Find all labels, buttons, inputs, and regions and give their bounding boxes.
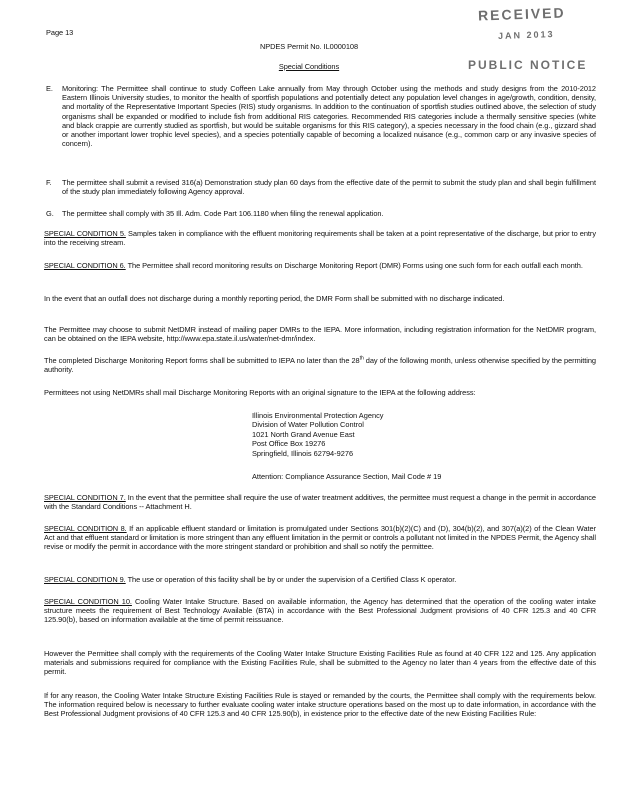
sc6-mail-instructions: Permittees not using NetDMRs shall mail Discharge Monitoring Reports with an original signature to the IEPA at the following address: [44,388,476,397]
sc9-text: The use or operation of this facility shall be by or under the supervision of a Certified Class K operator. [127,575,457,584]
page-number: Page 13 [46,28,74,37]
sc6-netdmr: The Permittee may choose to submit NetDMR instead of mailing paper DMRs to the IEPA. More information, including registration information for the NetDMR program, can be obtained on the IEPA website, http://www.epa.state.il.us/water/net-dmr/index. [44,325,596,344]
item-f-text: The permittee shall submit a revised 316(a) Demonstration study plan 60 days from the effective date of the permit to submit the study plan and shall begin fulfillment of the study plan immediately following Agency approval. [62,178,596,197]
item-g-text: The permittee shall comply with 35 Ill. Adm. Code Part 106.1180 when filing the renewal application. [62,209,384,218]
sc5-text: Samples taken in compliance with the effluent monitoring requirements shall be taken at a point representative of the discharge, but prior to entry into the receiving stream. [44,229,596,248]
sc6-due-date-sup: th [359,355,364,362]
address-line-5: Springfield, Illinois 62794-9276 [252,449,354,458]
sc7-label: SPECIAL CONDITION 7. [44,493,126,502]
address-line-4: Post Office Box 19276 [252,439,326,448]
address-attention: Attention: Compliance Assurance Section, Mail Code # 19 [252,472,442,481]
sc6-due-date-a: The completed Discharge Monitoring Report forms shall be submitted to IEPA no later than the 28 [44,356,360,365]
sc10-text: Cooling Water Intake Structure. Based on available information, the Agency has determined that the operation of the cooling water intake structure meets the requirement of Best Technology Available (BTA) in accordance with the Best Professional Judgment provisions of 40 CFR 125.3 and 40 CFR 125.90(b), based on information available at the time of permit reissuance. [44,597,596,625]
item-e-text: Monitoring: The Permittee shall continue to study Coffeen Lake annually from May through October using the methods and study designs from the 2010-2012 Eastern Illinois University studies, to monitor the health of sportfish populations and potentially detect any population level changes in age/growth, condition, density, and mortality of the Representative Important Species (RIS) study organisms. In addition to the continuation of sportfish studies outlined above, the selection of study organisms shall be expanded or modified to include fish from additional RIS categories. Recommended RIS categories include a thermally sensitive species (white and black crappie are currently studied as sportfish, but would be suitable organisms for this RIS category), a species necessary in the food chain (e.g., gizzard shad or another important lower trophic level species), and a species potentially capable of becoming a localized nuisance (e.g., common carp or any invasive species of concern). [62,84,596,149]
special-condition-5 [44,229,596,247]
permit-number: NPDES Permit No. IL0000108 [259,42,359,51]
sc8-label: SPECIAL CONDITION 8. [44,524,127,533]
sc6-due-date-b: day of the following month, unless otherwise specified by the permitting authority. [44,356,596,375]
public-notice-stamp: PUBLIC NOTICE [468,58,588,72]
address-line-2: Division of Water Pollution Control [252,420,364,429]
sc6-due-date [44,356,596,374]
sc10-stay-remand: If for any reason, the Cooling Water Intake Structure Existing Facilities Rule is stayed or remanded by the courts, the Permittee shall comply with the requirements below. The information required below is necessary to further evaluate cooling water intake structure operations based on the most up to date information, in accordance with the Best Professional Judgment provisions of 40 CFR 125.3 and 40 CFR 125.90(b), in existence prior to the effective date of the new Existing Facilities Rule: [44,691,596,719]
sc10-label: SPECIAL CONDITION 10. [44,597,132,606]
sc6-text: The Permittee shall record monitoring results on Discharge Monitoring Report (DMR) Forms using one such form for each outfall each month. [127,261,583,270]
item-f-letter: F. [46,178,52,187]
special-condition-6 [44,261,596,270]
section-title: Special Conditions [278,62,340,71]
sc6-no-discharge: In the event that an outfall does not discharge during a monthly reporting period, the DMR Form shall be submitted with no discharge indicated. [44,294,505,303]
special-condition-10 [44,597,596,625]
special-condition-8 [44,524,596,552]
special-condition-7 [44,493,596,511]
sc8-text: If an applicable effluent standard or limitation is promulgated under Sections 301(b)(2)(C) and (D), 304(b)(2), and 307(a)(2) of the Clean Water Act and that effluent standard or limitation is more stringent than any effluent limitation in the permit or controls a pollutant not limited in the NPDES Permit, the Agency shall revise or modify the permit in accordance with the more stringent standard or prohibition and shall so notify the permittee. [44,524,596,552]
stamp-date: JAN 2013 [497,29,555,41]
item-g-letter: G. [46,209,54,218]
address-line-1: Illinois Environmental Protection Agency [252,411,384,420]
sc9-label: SPECIAL CONDITION 9. [44,575,126,584]
sc6-label: SPECIAL CONDITION 6. [44,261,126,270]
address-line-3: 1021 North Grand Avenue East [252,430,355,439]
sc10-existing-facilities-rule: However the Permittee shall comply with the requirements of the Cooling Water Intake Structure Existing Facilities Rule as found at 40 CFR 122 and 125. Any application materials and submissions required for compliance with the Existing Facilities Rule, shall be submitted to the Agency no later than 4 years from the effective date of this permit. [44,649,596,677]
sc5-label: SPECIAL CONDITION 5. [44,229,126,238]
item-e-letter: E. [46,84,53,93]
special-condition-9 [44,575,596,584]
received-stamp: RECEIVED [477,4,566,24]
sc7-text: In the event that the permittee shall require the use of water treatment additives, the permittee must request a change in the permit in accordance with the Standard Conditions -- Attachment H. [44,493,596,512]
